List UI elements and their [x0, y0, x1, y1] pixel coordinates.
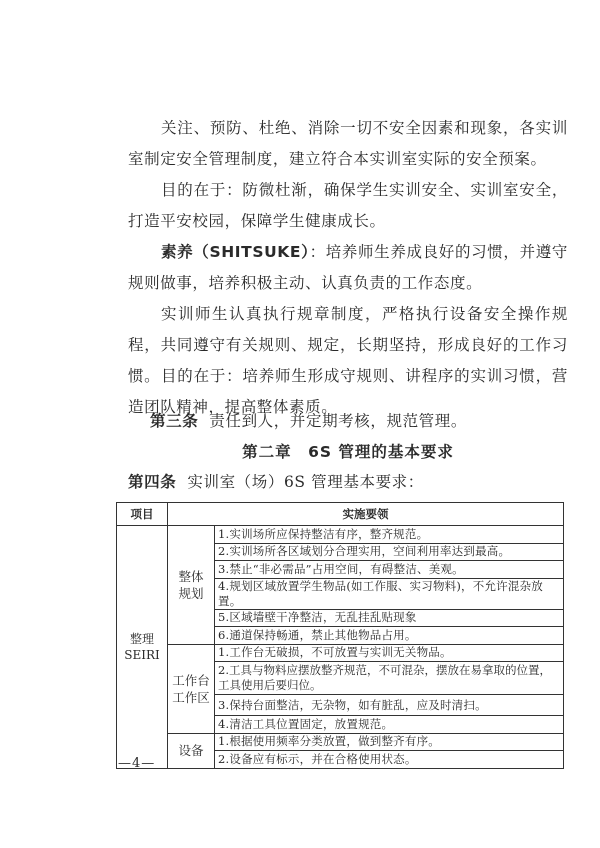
table-row: [117, 644, 564, 662]
6s-requirements-table: [116, 502, 564, 769]
shitsuke-heading: 素养（SHITSUKE）: [161, 243, 310, 261]
group-label: 整体 规划: [178, 568, 204, 601]
article-4-heading: 第四条: [128, 473, 177, 491]
requirement-cell: 2.设备应有标示，并在合格使用状态。: [215, 751, 564, 769]
article-4: [128, 470, 424, 494]
table-row: [117, 526, 564, 544]
group-label: 工作台 工作区: [172, 672, 210, 705]
requirement-cell: 4.清洁工具位置固定，放置规范。: [215, 716, 564, 734]
category-seiri-label: 整理 SEIRI: [124, 631, 160, 662]
paragraph-safety-purpose: 目的在于：防微杜渐，确保学生实训安全、实训室安全，打造平安校园，保障学生健康成长。: [128, 181, 568, 230]
paragraph-shitsuke: [128, 237, 568, 299]
shitsuke-definition: ：培养师生养成良好的习惯，并遵守规则做事，培养积极主动、认真负责的工作态度。: [128, 243, 568, 292]
paragraph-shitsuke-practice: 实训师生认真执行规章制度，严格执行设备安全操作规程，共同遵守有关规则、规定，长期坚持，形成良好的工作习惯。: [128, 305, 568, 385]
header-requirements: 实施要领: [168, 503, 564, 526]
group-workbench-area: [168, 644, 215, 733]
article-4-body: 实训室（场）6S 管理基本要求：: [187, 473, 424, 491]
group-overall-planning: [168, 526, 215, 645]
requirement-cell: 3.保持台面整洁，无杂物，如有脏乱，应及时清扫。: [215, 695, 564, 716]
paragraph-shitsuke-purpose: 目的在于：培养师生形成守规则、讲程序的实训习惯，营造团队精神，提高整体素质。: [128, 367, 568, 416]
requirement-cell: 5.区域墙壁干净整洁，无乱挂乱贴现象: [215, 609, 564, 627]
requirement-cell: 2.实训场所各区域划分合理实用，空间利用率达到最高。: [215, 543, 564, 561]
requirement-cell: 1.实训场所应保持整洁有序，整齐规范。: [215, 526, 564, 544]
chapter-title: 第二章 6S 管理的基本要求: [242, 443, 454, 461]
page-number: —4—: [118, 756, 156, 771]
requirement-cell: 3.禁止“非必需品”占用空间，有碍整洁、美观。: [215, 561, 564, 579]
requirement-cell: 6.通道保持畅通，禁止其他物品占用。: [215, 627, 564, 645]
article-3-heading: 第三条: [150, 412, 199, 430]
article-3: [128, 406, 568, 437]
table-header-row: [117, 503, 564, 526]
requirement-cell: 1.工作台无破损，不可放置与实训无关物品。: [215, 644, 564, 662]
header-item: 项目: [117, 503, 168, 526]
paragraph-safety-measures: 关注、预防、杜绝、消除一切不安全因素和现象，各实训室制定安全管理制度，建立符合本实训室实际的安全预案。: [128, 119, 568, 168]
group-label: 设备: [178, 743, 204, 758]
requirement-cell: 2.工具与物料应摆放整齐规范，不可混杂，摆放在易拿取的位置，工具使用后要归位。: [215, 662, 564, 695]
requirement-cell: 4.规划区域放置学生物品(如工作服、实习物料)，不允许混杂放置。: [215, 578, 564, 609]
category-seiri: [117, 526, 168, 769]
requirement-cell: 1.根据使用频率分类放置，做到整齐有序。: [215, 733, 564, 751]
article-3-body: 责任到人，并定期考核，规范管理。: [209, 412, 467, 430]
group-equipment: [168, 733, 215, 768]
table-row: [117, 733, 564, 751]
